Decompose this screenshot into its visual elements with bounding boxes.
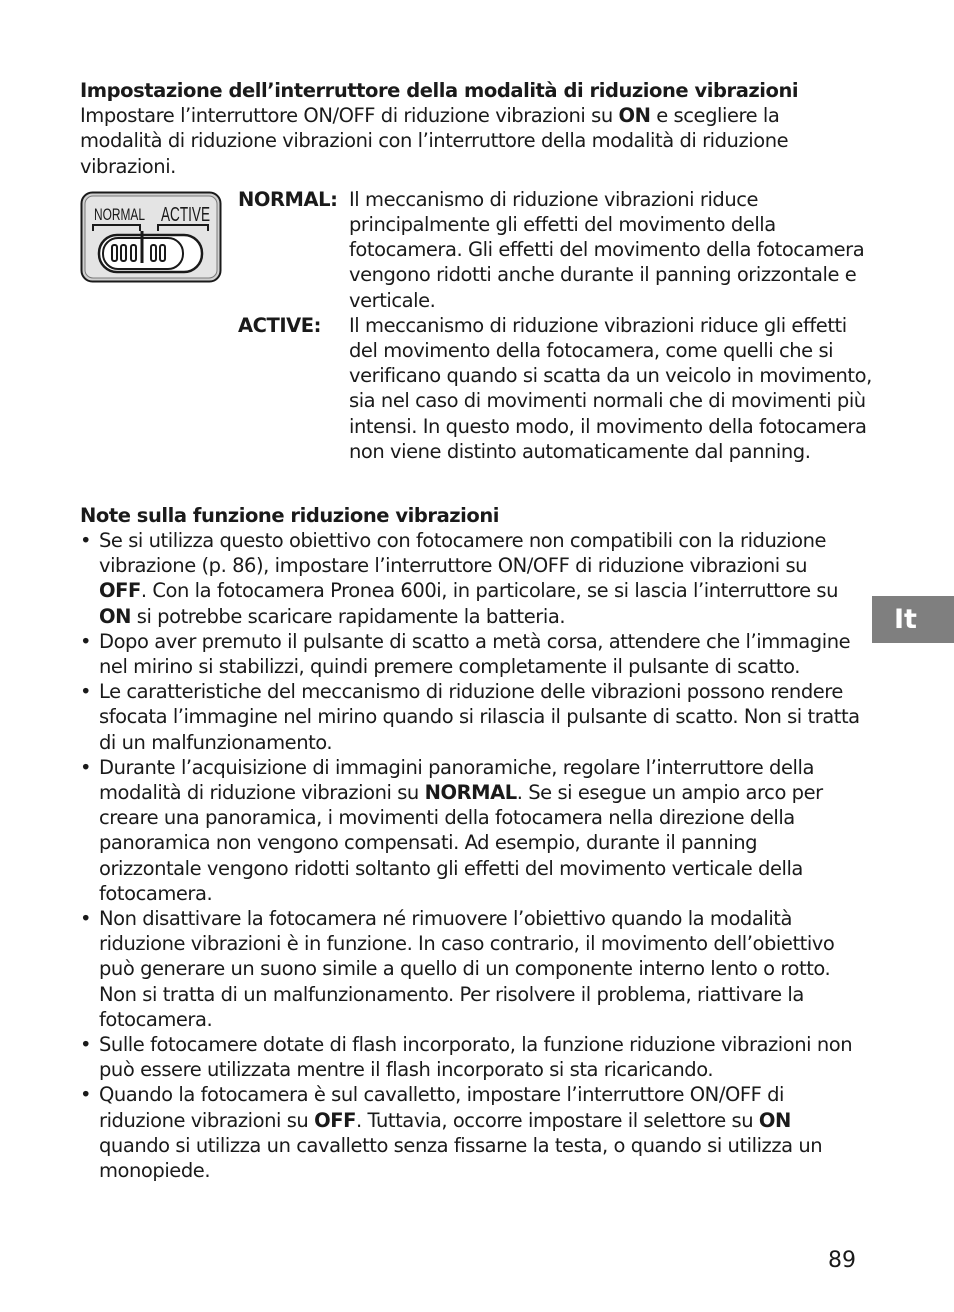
section-intro: Impostare l’interruttore ON/OFF di riduzione vibrazioni su ON e scegliere la modalità di riduzione vibrazioni con l’interruttore della modalità di riduzione vibrazioni. xyxy=(80,104,789,178)
vr-mode-section xyxy=(80,187,872,499)
list-item: • Non disattivare la fotocamera né rimuovere l’obiettivo quando la modalità riduzione vibrazioni è in funzione. In caso contrario, il movimento dell’obiettivo può generare un suono simile a quello di un componente interno lento o rotto. Non si tratta di un malfunzionamento. Per risolvere il problema, riattivare la fotocamera. xyxy=(80,907,835,1031)
language-tab: It xyxy=(872,596,954,643)
mode-term: NORMAL: xyxy=(238,187,338,211)
page-number: 89 xyxy=(828,1248,856,1273)
mode-description: Il meccanismo di riduzione vibrazioni riduce principalmente gli effetti del movimento della fotocamera. Gli effetti del movimento della fotocamera vengono ridotti anche durante il panning orizzontale e verticale. xyxy=(349,187,865,312)
mode-active xyxy=(238,313,878,464)
mode-term: ACTIVE: xyxy=(238,313,322,337)
notes-list xyxy=(80,528,860,1183)
notes-heading: Note sulla funzione riduzione vibrazioni xyxy=(80,503,500,527)
list-item: • Sulle fotocamere dotate di flash incorporato, la funzione riduzione vibrazioni non può essere utilizzata mentre il flash incorporato si sta ricaricando. xyxy=(80,1033,853,1082)
switch-label-normal: NORMAL xyxy=(94,204,145,224)
switch-label-active: ACTIVE xyxy=(161,203,210,226)
list-item: • Dopo aver premuto il pulsante di scatto a metà corsa, attendere che l’immagine nel mirino si stabilizzi, quindi premere completamente il pulsante di scatto. xyxy=(80,629,851,679)
list-item: • Durante l’acquisizione di immagini panoramiche, regolare l’interruttore della modalità di riduzione vibrazioni su NORMAL. Se si esegue un ampio arco per creare una panoramica, i movimenti della fotocamera nella direzione della panoramica non vengono compensati. Ad esempio, durante il panning orizzontale vengono ridotti soltanto gli effetti del movimento verticale della fotocamera. xyxy=(80,755,823,905)
list-item: • Le caratteristiche del meccanismo di riduzione delle vibrazioni possono rendere sfocata l’immagine nel mirino quando si rilascia il pulsante di scatto. Non si tratta di un malfunzionamento. xyxy=(80,680,860,754)
mode-normal xyxy=(238,187,878,313)
section-heading: Impostazione dell’interruttore della modalità di riduzione vibrazioni xyxy=(80,79,799,102)
vr-mode-definitions xyxy=(238,187,878,464)
list-item: • Quando la fotocamera è sul cavalletto, impostare l’interruttore ON/OFF di riduzione vibrazioni su OFF. Tuttavia, occorre impostare il selettore su ON quando si utilizza un cavalletto senza fissarne la testa, o quando si utilizza un monopiede. xyxy=(80,1083,823,1183)
list-item: • Se si utilizza questo obiettivo con fotocamere non compatibili con la riduzione vibrazione (p. 86), impostare l’interruttore ON/OFF di riduzione vibrazioni su OFF. Con la fotocamera Pronea 600i, in particolare, se si lascia l’interruttore su ON si potrebbe scaricare rapidamente la batteria. xyxy=(80,529,839,628)
vr-mode-switch-illustration xyxy=(80,191,222,283)
mode-description: Il meccanismo di riduzione vibrazioni riduce gli effetti del movimento della fotocamera, come quelli che si verificano quando si scatta da un veicolo in movimento, sia nel caso di movimenti normali che di movimenti più intensi. In questo modo, il movimento della fotocamera non viene distinto automaticamente dal panning. xyxy=(349,313,872,463)
page-content xyxy=(80,78,872,1183)
